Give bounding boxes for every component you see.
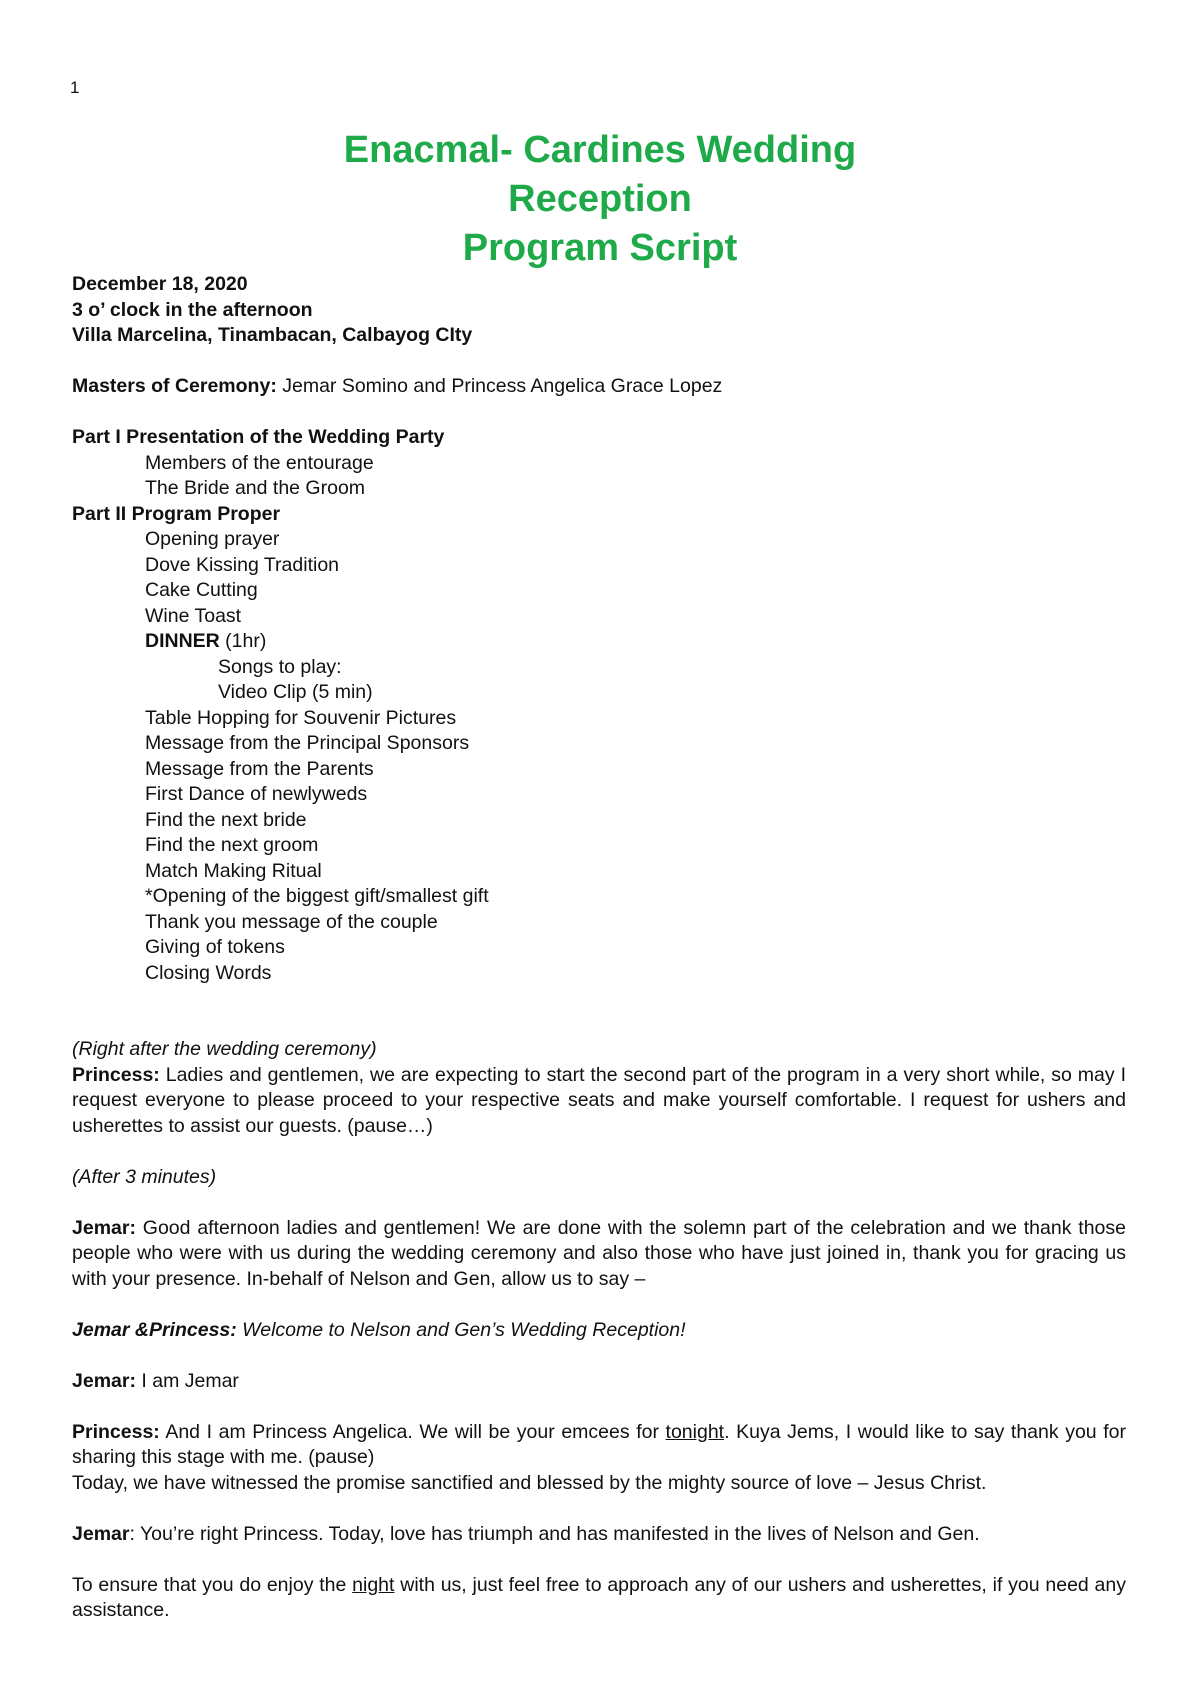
stage-note: (Right after the wedding ceremony) [72, 1038, 377, 1060]
part2-item: Wine Toast [145, 604, 242, 627]
page-number: 1 [70, 78, 80, 97]
part2-item: *Opening of the biggest gift/smallest gift [145, 885, 489, 907]
script-line-princess [72, 1420, 1126, 1471]
line-text: Welcome to Nelson and Gen’s Wedding Reception! [236, 1318, 686, 1341]
event-venue: Villa Marcelina, Tinambacan, Calbayog CIty [72, 324, 473, 346]
line-text: Good afternoon ladies and gentlemen! We are done with the solemn part of the celebration and we thank those people who were with us during the wedding ceremony and also those who have just joined in, thank you for gracing us with your presence. In-behalf of Nelson and Gen, allow us to say – [72, 1216, 1126, 1290]
part2-item: First Dance of newlyweds [145, 783, 368, 805]
speaker-princess: Princess: [72, 1063, 160, 1086]
script-line-continued: Today, we have witnessed the promise sanctified and blessed by the mighty source of love – Jesus Christ. [72, 1471, 987, 1494]
part2-item: Find the next bride [145, 808, 307, 831]
line-text: To ensure that you do enjoy the [72, 1573, 353, 1596]
stage-note: (After 3 minutes) [72, 1165, 217, 1188]
speaker-princess: Princess: [72, 1420, 160, 1443]
speaker-jemar: Jemar: [72, 1216, 136, 1239]
part2-dinner [72, 629, 1126, 655]
speaker-jemar: Jemar: [72, 1369, 136, 1392]
document-title [0, 126, 1200, 273]
title-line-1: Enacmal- Cardines Wedding [343, 129, 857, 171]
masters-of-ceremony [72, 374, 1126, 400]
masters-label: Masters of Ceremony: [72, 375, 277, 397]
line-text: with us, just feel free to approach any of our ushers and usherettes, if you need any assistance. [72, 1573, 1127, 1621]
line-text: . Kuya Jems, I would like to say thank you for sharing this stage with me. (pause) [72, 1420, 1126, 1468]
part2-item: Match Making Ritual [145, 859, 322, 882]
dinner-subitem: Video Clip (5 min) [218, 681, 373, 703]
part2-item: Message from the Parents [145, 757, 374, 780]
line-text: : You’re right Princess. Today, love has triumph and has manifested in the lives of Nelson and Gen. [129, 1522, 980, 1545]
part2-item: Opening prayer [145, 528, 280, 550]
part2-item: Thank you message of the couple [145, 910, 438, 933]
dinner-duration: (1hr) [219, 630, 267, 652]
dinner-subitem: Songs to play: [218, 655, 342, 678]
underlined-word: night [352, 1573, 395, 1596]
part2-heading: Part II Program Proper [72, 502, 281, 525]
speaker-both: Jemar &Princess: [72, 1318, 237, 1341]
part1-item: The Bride and the Groom [145, 477, 366, 499]
part2-item: Message from the Principal Sponsors [145, 732, 470, 754]
title-line-2: Reception [508, 178, 692, 220]
part2-item: Dove Kissing Tradition [145, 553, 340, 576]
dinner-label: DINNER [145, 630, 220, 652]
script-line-jemar [72, 1216, 1126, 1293]
line-text: I am Jemar [135, 1369, 239, 1392]
underlined-word: tonight [665, 1420, 725, 1443]
part2-item: Closing Words [145, 961, 272, 984]
masters-names: Jemar Somino and Princess Angelica Grace Lopez [276, 375, 723, 397]
script-line-princess [72, 1063, 1126, 1140]
part1-item: Members of the entourage [145, 451, 374, 474]
line-text: And I am Princess Angelica. We will be your emcees for [159, 1420, 666, 1443]
script-line-jemar [72, 1369, 1126, 1395]
event-time: 3 o’ clock in the afternoon [72, 298, 313, 321]
title-line-3: Program Script [462, 227, 738, 269]
script-line-jemar [72, 1522, 1126, 1548]
part2-item: Find the next groom [145, 834, 319, 856]
part2-item: Giving of tokens [145, 936, 285, 958]
line-text: Ladies and gentlemen, we are expecting to start the second part of the program in a very short while, so may I request everyone to please proceed to your respective seats and make yourself comfortable. I request for ushers and usherettes to assist our guests. (pause…) [72, 1063, 1126, 1137]
script-line-both [72, 1318, 1126, 1344]
part2-item: Table Hopping for Souvenir Pictures [145, 706, 457, 729]
part2-item: Cake Cutting [145, 579, 258, 601]
document-body [72, 272, 1126, 1624]
speaker-jemar: Jemar [72, 1522, 130, 1545]
script-line-closing [72, 1573, 1126, 1624]
event-date: December 18, 2020 [72, 273, 248, 295]
part1-heading: Part I Presentation of the Wedding Party [72, 426, 445, 448]
